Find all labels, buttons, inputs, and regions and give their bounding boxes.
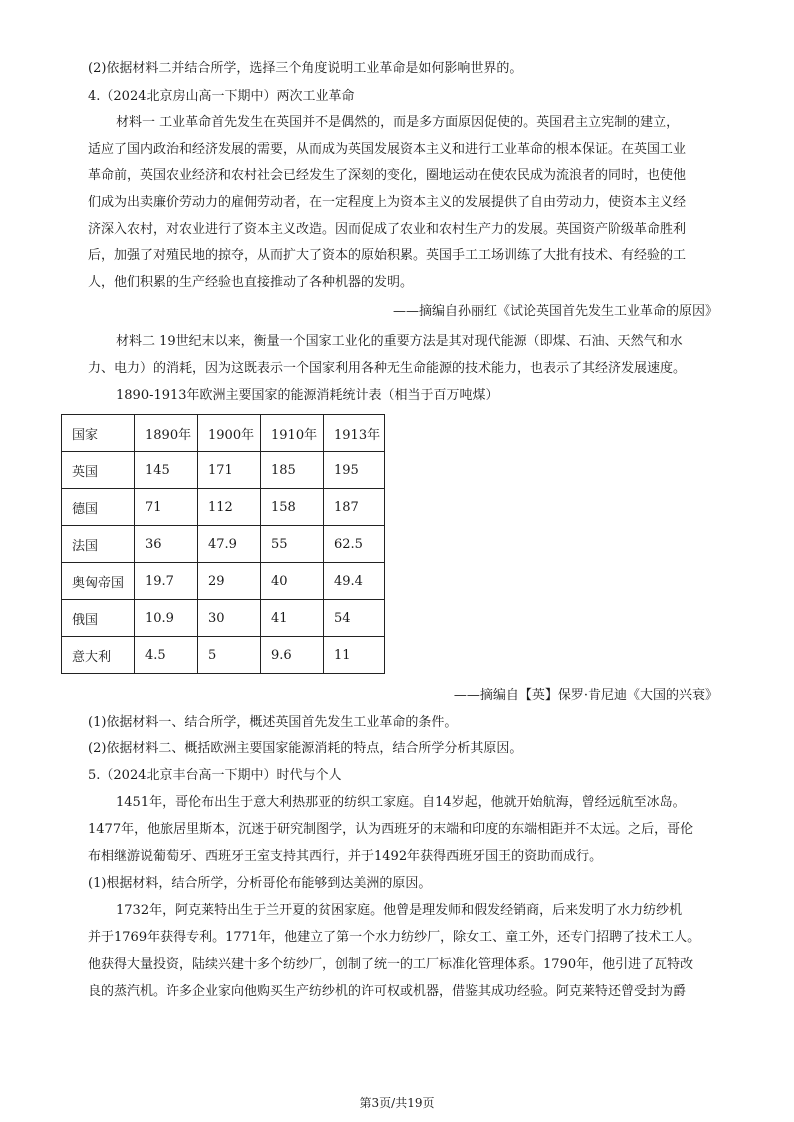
table-cell: 11 xyxy=(324,637,385,674)
material-1-line: 人，他们积累的生产经验也直接推动了各种机器的发明。 xyxy=(88,275,414,290)
table-cell: 62.5 xyxy=(324,526,385,563)
table-header-cell: 1910年 xyxy=(261,415,324,452)
material-1-line: 们成为出卖廉价劳动力的雇佣劳动者，在一定程度上为资本主义的发展提供了自由劳动力，使资本主义经 xyxy=(88,195,687,210)
q5-paragraph-2-line: 1732年，阿克莱特出生于兰开夏的贫困家庭。他曾是理发师和假发经销商，后来发明了水力纺纱机 xyxy=(116,903,683,918)
table-row xyxy=(62,489,385,526)
material-2-line: 材料二 19世纪末以来，衡量一个国家工业化的重要方法是其对现代能源（即煤、石油、天然气和水 xyxy=(116,334,683,349)
table-cell: 185 xyxy=(261,452,324,489)
q5-paragraph-2-line: 他获得大量投资，陆续兴建十多个纺纱厂，创制了统一的工厂标准化管理体系。1790年，他引进了瓦特改 xyxy=(88,957,694,972)
page-footer: 第3页/共19页 xyxy=(359,1096,435,1110)
q5-paragraph-2-line: 良的蒸汽机。许多企业家向他购买生产纺纱机的许可权或机器，借鉴其成功经验。阿克莱特还曾受封为爵 xyxy=(88,984,687,999)
material-1-source: ——摘编自孙丽红《试论英国首先发生工业革命的原因》 xyxy=(392,304,718,319)
table-cell: 30 xyxy=(198,600,261,637)
table-cell: 145 xyxy=(135,452,198,489)
table-row xyxy=(62,563,385,600)
table-header-cell: 1900年 xyxy=(198,415,261,452)
material-1-line: 济深入农村，对农业进行了资本主义改造。因而促成了农业和农村生产力的发展。英国资产阶级革命胜利 xyxy=(88,222,687,237)
table-cell: 71 xyxy=(135,489,198,526)
table-cell: 9.6 xyxy=(261,637,324,674)
table-row xyxy=(62,600,385,637)
material-2-line: 力、电力）的消耗，因为这既表示一个国家利用各种无生命能源的技术能力，也表示了其经济发展速度。 xyxy=(88,361,687,376)
question-4-header: 4.（2024北京房山高一下期中）两次工业革命 xyxy=(88,89,355,104)
table-cell: 40 xyxy=(261,563,324,600)
question-4-part-2: (2)依据材料二、概括欧洲主要国家能源消耗的特点，结合所学分析其原因。 xyxy=(88,741,523,756)
table-cell: 47.9 xyxy=(198,526,261,563)
table-cell: 187 xyxy=(324,489,385,526)
table-cell: 41 xyxy=(261,600,324,637)
table-cell: 奥匈帝国 xyxy=(62,563,135,600)
question-4-part-1: (1)依据材料一、结合所学，概述英国首先发生工业革命的条件。 xyxy=(88,715,458,730)
table-caption: 1890-1913年欧洲主要国家的能源消耗统计表（相当于百万吨煤） xyxy=(116,388,499,403)
table-row xyxy=(62,637,385,674)
table-cell: 55 xyxy=(261,526,324,563)
question-3-part-2: (2)依据材料二并结合所学，选择三个角度说明工业革命是如何影响世界的。 xyxy=(88,61,523,76)
table-header-cell: 国家 xyxy=(62,415,135,452)
table-cell: 112 xyxy=(198,489,261,526)
table-row xyxy=(62,452,385,489)
table-cell: 54 xyxy=(324,600,385,637)
table-cell: 36 xyxy=(135,526,198,563)
q5-paragraph-1-line: 布相继游说葡萄牙、西班牙王室支持其西行，并于1492年获得西班牙国王的资助而成行。 xyxy=(88,849,603,864)
table-cell: 4.5 xyxy=(135,637,198,674)
table-cell: 19.7 xyxy=(135,563,198,600)
table-cell: 195 xyxy=(324,452,385,489)
table-header-cell: 1913年 xyxy=(324,415,385,452)
material-2-source: ——摘编自【英】保罗·肯尼迪《大国的兴衰》 xyxy=(453,688,718,703)
table-cell: 德国 xyxy=(62,489,135,526)
question-5-part-1: (1)根据材料，结合所学，分析哥伦布能够到达美洲的原因。 xyxy=(88,876,432,891)
table-cell: 158 xyxy=(261,489,324,526)
question-5-header: 5.（2024北京丰台高一下期中）时代与个人 xyxy=(88,768,342,783)
material-1-line: 适应了国内政治和经济发展的需要，从而成为英国发展资本主义和进行工业革命的根本保证。在英国工业 xyxy=(88,142,687,157)
table-cell: 意大利 xyxy=(62,637,135,674)
energy-consumption-table xyxy=(61,414,385,674)
table-cell: 49.4 xyxy=(324,563,385,600)
table-header-row xyxy=(62,415,385,452)
table-cell: 29 xyxy=(198,563,261,600)
table-cell: 5 xyxy=(198,637,261,674)
q5-paragraph-1-line: 1451年，哥伦布出生于意大利热那亚的纺织工家庭。自14岁起，他就开始航海，曾经远航至冰岛。 xyxy=(116,795,686,810)
material-1-line: 后，加强了对殖民地的掠夺，从而扩大了资本的原始积累。英国手工工场训练了大批有技术、有经验的工 xyxy=(88,248,687,263)
table-cell: 法国 xyxy=(62,526,135,563)
table-cell: 171 xyxy=(198,452,261,489)
material-1-line: 革命前，英国农业经济和农村社会已经发生了深刻的变化，圈地运动在使农民成为流浪者的同时，也使他 xyxy=(88,168,687,183)
material-1-line: 材料一 工业革命首先发生在英国并不是偶然的，而是多方面原因促使的。英国君主立宪制的建立， xyxy=(116,115,680,130)
table-row xyxy=(62,526,385,563)
q5-paragraph-2-line: 并于1769年获得专利。1771年，他建立了第一个水力纺纱厂，除女工、童工外，还专门招聘了技术工人。 xyxy=(88,930,701,945)
table-cell: 俄国 xyxy=(62,600,135,637)
table-header-cell: 1890年 xyxy=(135,415,198,452)
table-cell: 10.9 xyxy=(135,600,198,637)
q5-paragraph-1-line: 1477年，他旅居里斯本，沉迷于研究制图学，认为西班牙的末端和印度的东端相距并不太远。之后，哥伦 xyxy=(88,822,694,837)
table-cell: 英国 xyxy=(62,452,135,489)
